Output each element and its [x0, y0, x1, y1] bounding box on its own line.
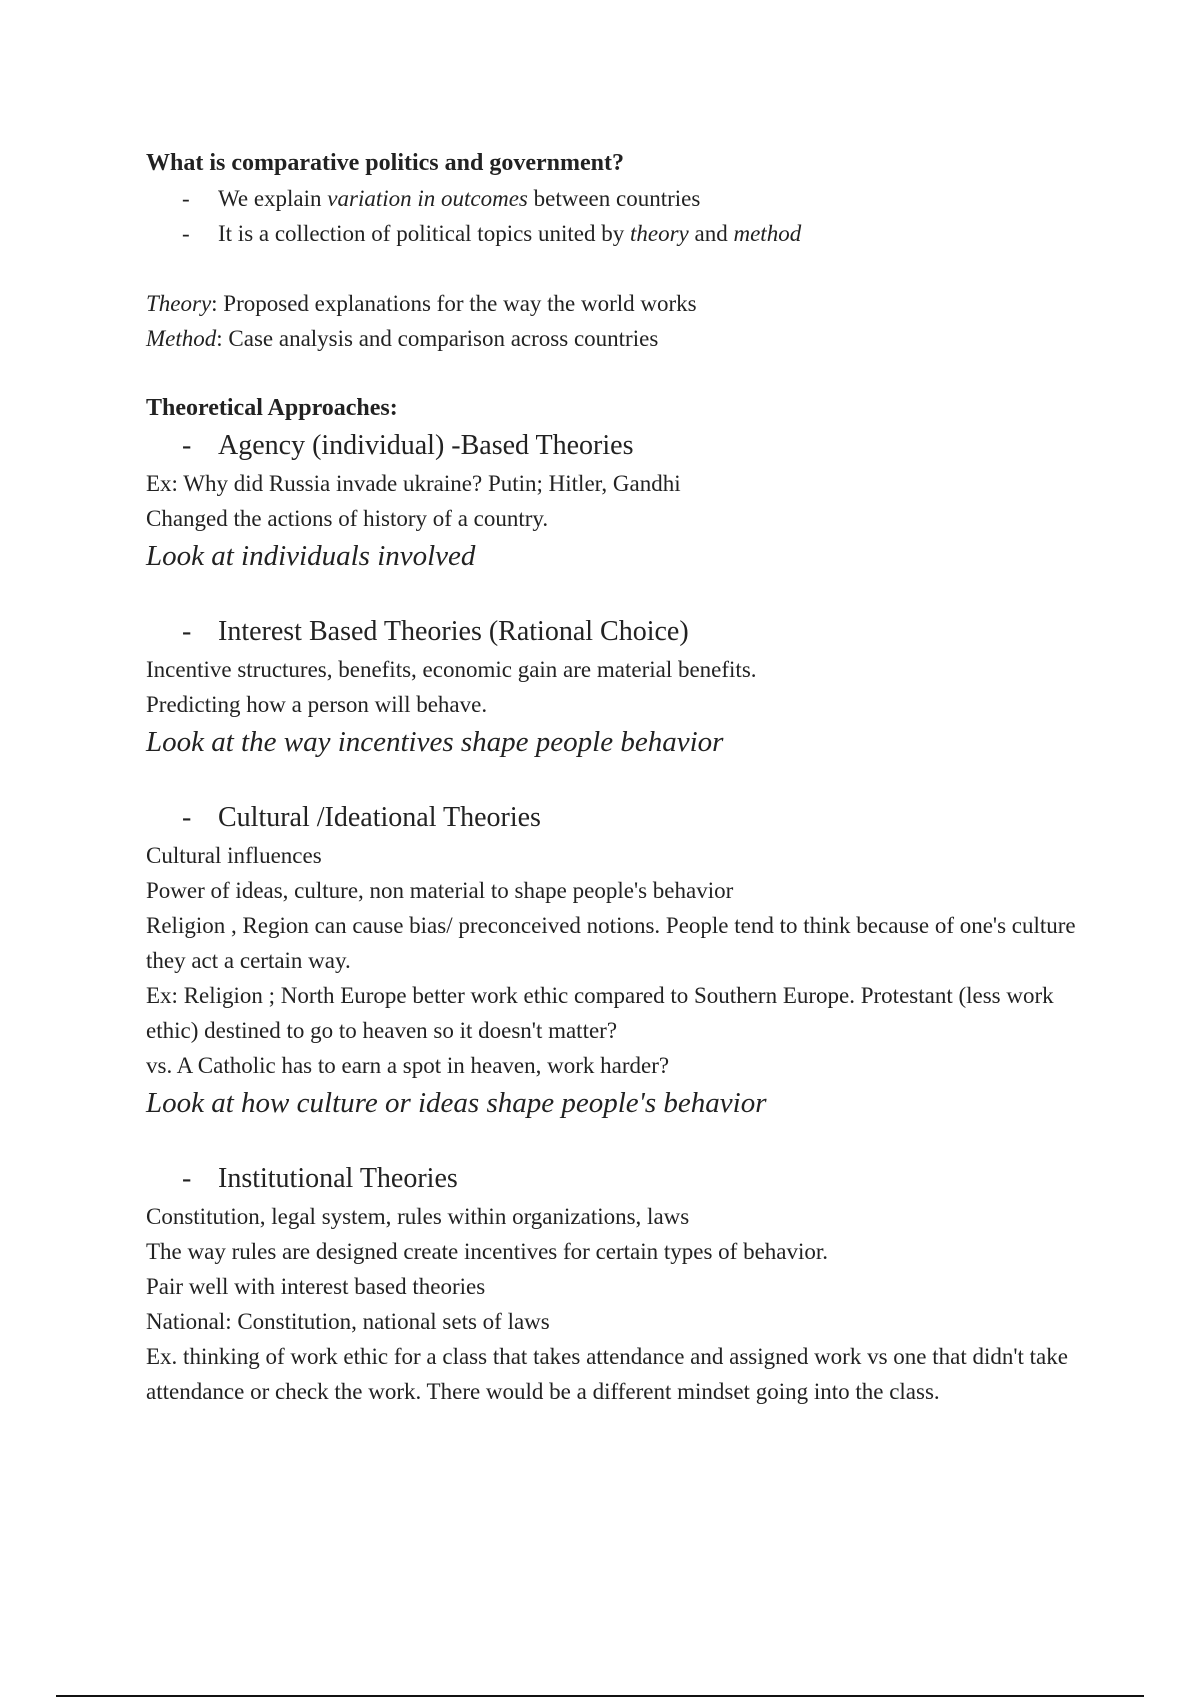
intro-bullet-2: - It is a collection of political topics united by theory and method [146, 216, 1086, 251]
interest-line-2: Predicting how a person will behave. [146, 692, 488, 717]
cultural-line-4: Ex: Religion ; North Europe better work ethic compared to Southern Europe. Protestant (less work ethic) destined to go to heaven so it doesn't matter? [146, 983, 1054, 1043]
cultural-line-2: Power of ideas, culture, non material to shape people's behavior [146, 878, 734, 903]
agency-summary: Look at individuals involved [146, 540, 476, 572]
institutional-line-3: Pair well with interest based theories [146, 1274, 486, 1299]
page-title: What is comparative politics and government? [146, 150, 624, 176]
method-definition: Method: Case analysis and comparison across countries [146, 326, 659, 351]
bullet-dash: - [182, 802, 192, 833]
section-title-interest: - Interest Based Theories (Rational Choice) [146, 612, 1086, 652]
institutional-line-4: National: Constitution, national sets of laws [146, 1309, 550, 1334]
emphasis-text: variation in outcomes [327, 186, 528, 211]
section-title-agency: - Agency (individual) -Based Theories [146, 426, 1086, 466]
emphasis-text: theory [630, 221, 689, 246]
intro-bullet-1: - We explain variation in outcomes between countries [146, 181, 1086, 216]
cultural-line-1: Cultural influences [146, 843, 322, 868]
definition-term: Theory [146, 291, 212, 316]
page-bottom-rule [56, 1695, 1144, 1697]
section-title-cultural: - Cultural /Ideational Theories [146, 798, 1086, 838]
cultural-line-3: Religion , Region can cause bias/ preconceived notions. People tend to think because of one's culture they act a certain way. [146, 913, 1076, 973]
document-page [146, 146, 1086, 1409]
bullet-dash: - [182, 186, 190, 211]
institutional-line-5: Ex. thinking of work ethic for a class that takes attendance and assigned work vs one that didn't take attendance or check the work. There would be a different mindset going into the class. [146, 1344, 1068, 1404]
cultural-summary: Look at how culture or ideas shape people's behavior [146, 1087, 767, 1119]
agency-line-1: Ex: Why did Russia invade ukraine? Putin; Hitler, Gandhi [146, 471, 681, 496]
definition-term: Method [146, 326, 217, 351]
interest-summary: Look at the way incentives shape people behavior [146, 726, 724, 758]
emphasis-text: method [733, 221, 802, 246]
bullet-dash: - [182, 1163, 192, 1194]
institutional-line-1: Constitution, legal system, rules within organizations, laws [146, 1204, 690, 1229]
approaches-heading: Theoretical Approaches: [146, 395, 398, 421]
bullet-dash: - [182, 616, 192, 647]
cultural-line-5: vs. A Catholic has to earn a spot in heaven, work harder? [146, 1053, 670, 1078]
section-title-institutional: - Institutional Theories [146, 1159, 1086, 1199]
theory-definition: Theory: Proposed explanations for the way the world works [146, 291, 697, 316]
bullet-dash: - [182, 221, 190, 246]
bullet-dash: - [182, 430, 192, 461]
agency-line-2: Changed the actions of history of a country. [146, 506, 549, 531]
interest-line-1: Incentive structures, benefits, economic gain are material benefits. [146, 657, 757, 682]
institutional-line-2: The way rules are designed create incentives for certain types of behavior. [146, 1239, 829, 1264]
